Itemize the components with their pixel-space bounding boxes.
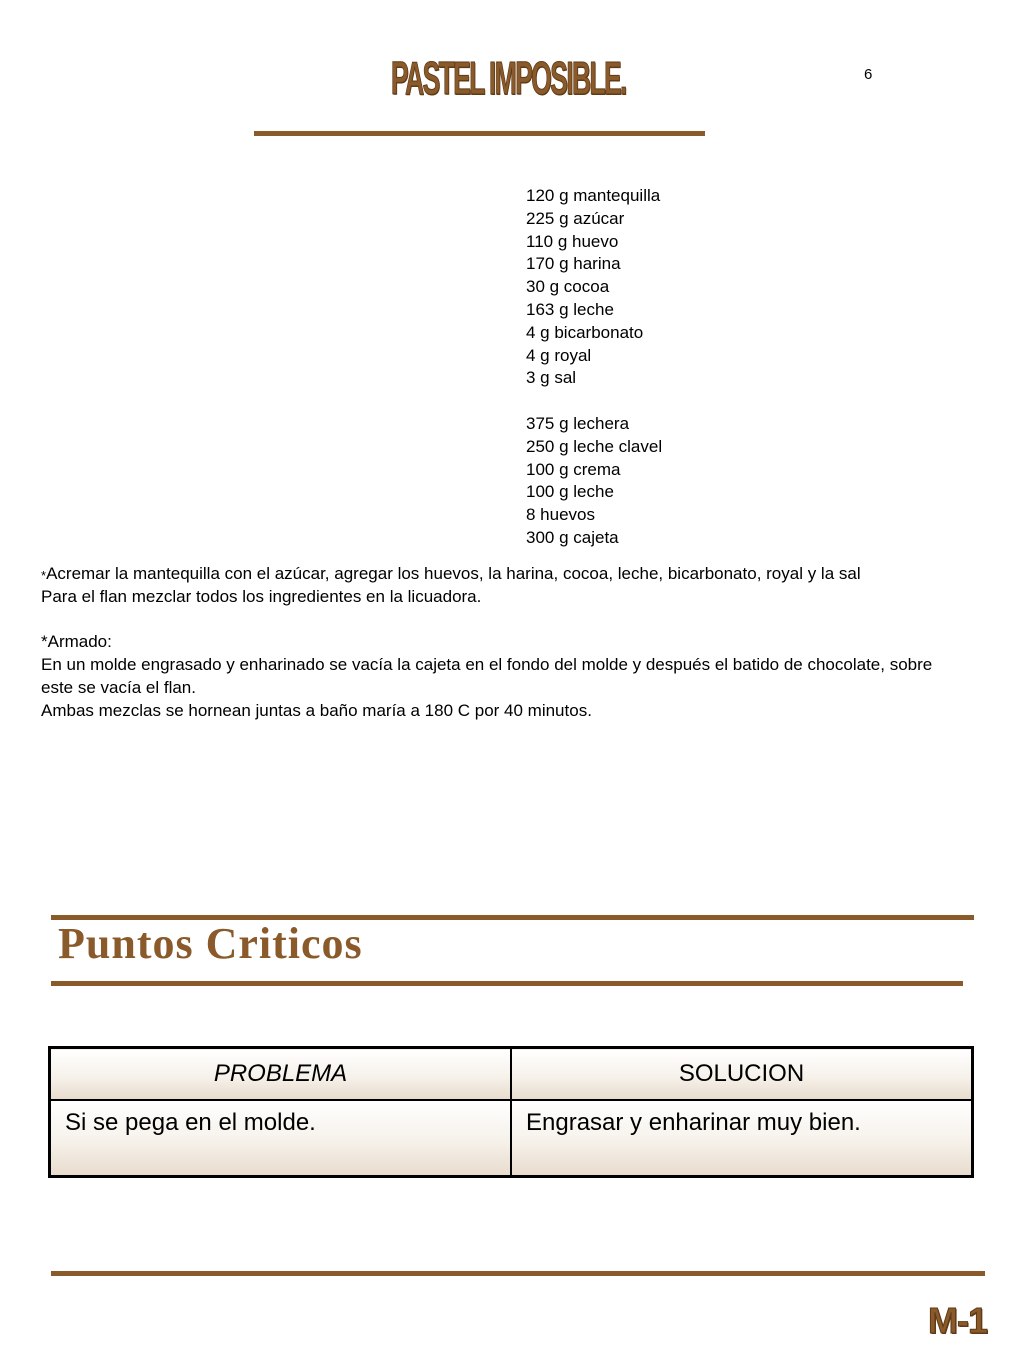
bake-text: Ambas mezclas se hornean juntas a baño maría a 180 C por 40 minutos. <box>41 700 592 720</box>
solution-cell: Engrasar y enharinar muy bien. <box>511 1100 973 1177</box>
ingredients-list <box>526 185 662 550</box>
problem-header: PROBLEMA <box>50 1048 512 1101</box>
ingredient-item: 3 g sal <box>526 368 577 388</box>
armado-heading: *Armado: <box>41 632 112 652</box>
instruction-step-1 <box>41 563 951 586</box>
ingredient-item: 8 huevos <box>526 505 595 525</box>
armado-text: En un molde engrasado y enharinado se vacía la cajeta en el fondo del molde y después el batido de chocolate, sobre este se vacía el flan. <box>41 655 933 697</box>
problem-cell: Si se pega en el molde. <box>50 1100 512 1177</box>
page-title: PASTEL IMPOSIBLE. <box>390 52 626 104</box>
ingredient-item: 375 g lechera <box>526 413 630 433</box>
ingredient-item: 225 g azúcar <box>526 208 625 228</box>
paragraph-gap <box>41 609 951 632</box>
footer-rule <box>51 1271 985 1276</box>
ingredient-item: 250 g leche clavel <box>526 436 663 456</box>
critical-points-table <box>48 1046 974 1178</box>
ingredient-item: 4 g royal <box>526 345 592 365</box>
footer-code: M-1 <box>928 1300 987 1341</box>
list-gap <box>526 390 662 413</box>
critical-points-title: Puntos Criticos <box>58 919 363 968</box>
instruction-text: Acremar la mantequilla con el azúcar, agregar los huevos, la harina, cocoa, leche, bicarbonato, royal y la sal <box>46 564 861 583</box>
solution-header: SOLUCION <box>511 1048 973 1101</box>
asterisk-mark: * <box>41 568 47 583</box>
title-underline <box>254 131 705 136</box>
ingredient-item: 300 g cajeta <box>526 527 619 547</box>
ingredient-item: 100 g crema <box>526 459 621 479</box>
table-row <box>50 1100 973 1177</box>
ingredient-item: 163 g leche <box>526 299 614 319</box>
instructions <box>41 563 951 723</box>
ingredient-item: 100 g leche <box>526 482 614 502</box>
section-bottom-rule <box>51 981 963 986</box>
ingredient-item: 120 g mantequilla <box>526 186 661 205</box>
ingredient-item: 4 g bicarbonato <box>526 322 644 342</box>
table-header-row <box>50 1048 973 1101</box>
ingredient-item: 30 g cocoa <box>526 277 610 297</box>
page-number: 6 <box>864 66 873 83</box>
instruction-step-2: Para el flan mezclar todos los ingredientes en la licuadora. <box>41 586 482 606</box>
ingredient-item: 110 g huevo <box>526 231 619 251</box>
ingredient-item: 170 g harina <box>526 254 621 274</box>
